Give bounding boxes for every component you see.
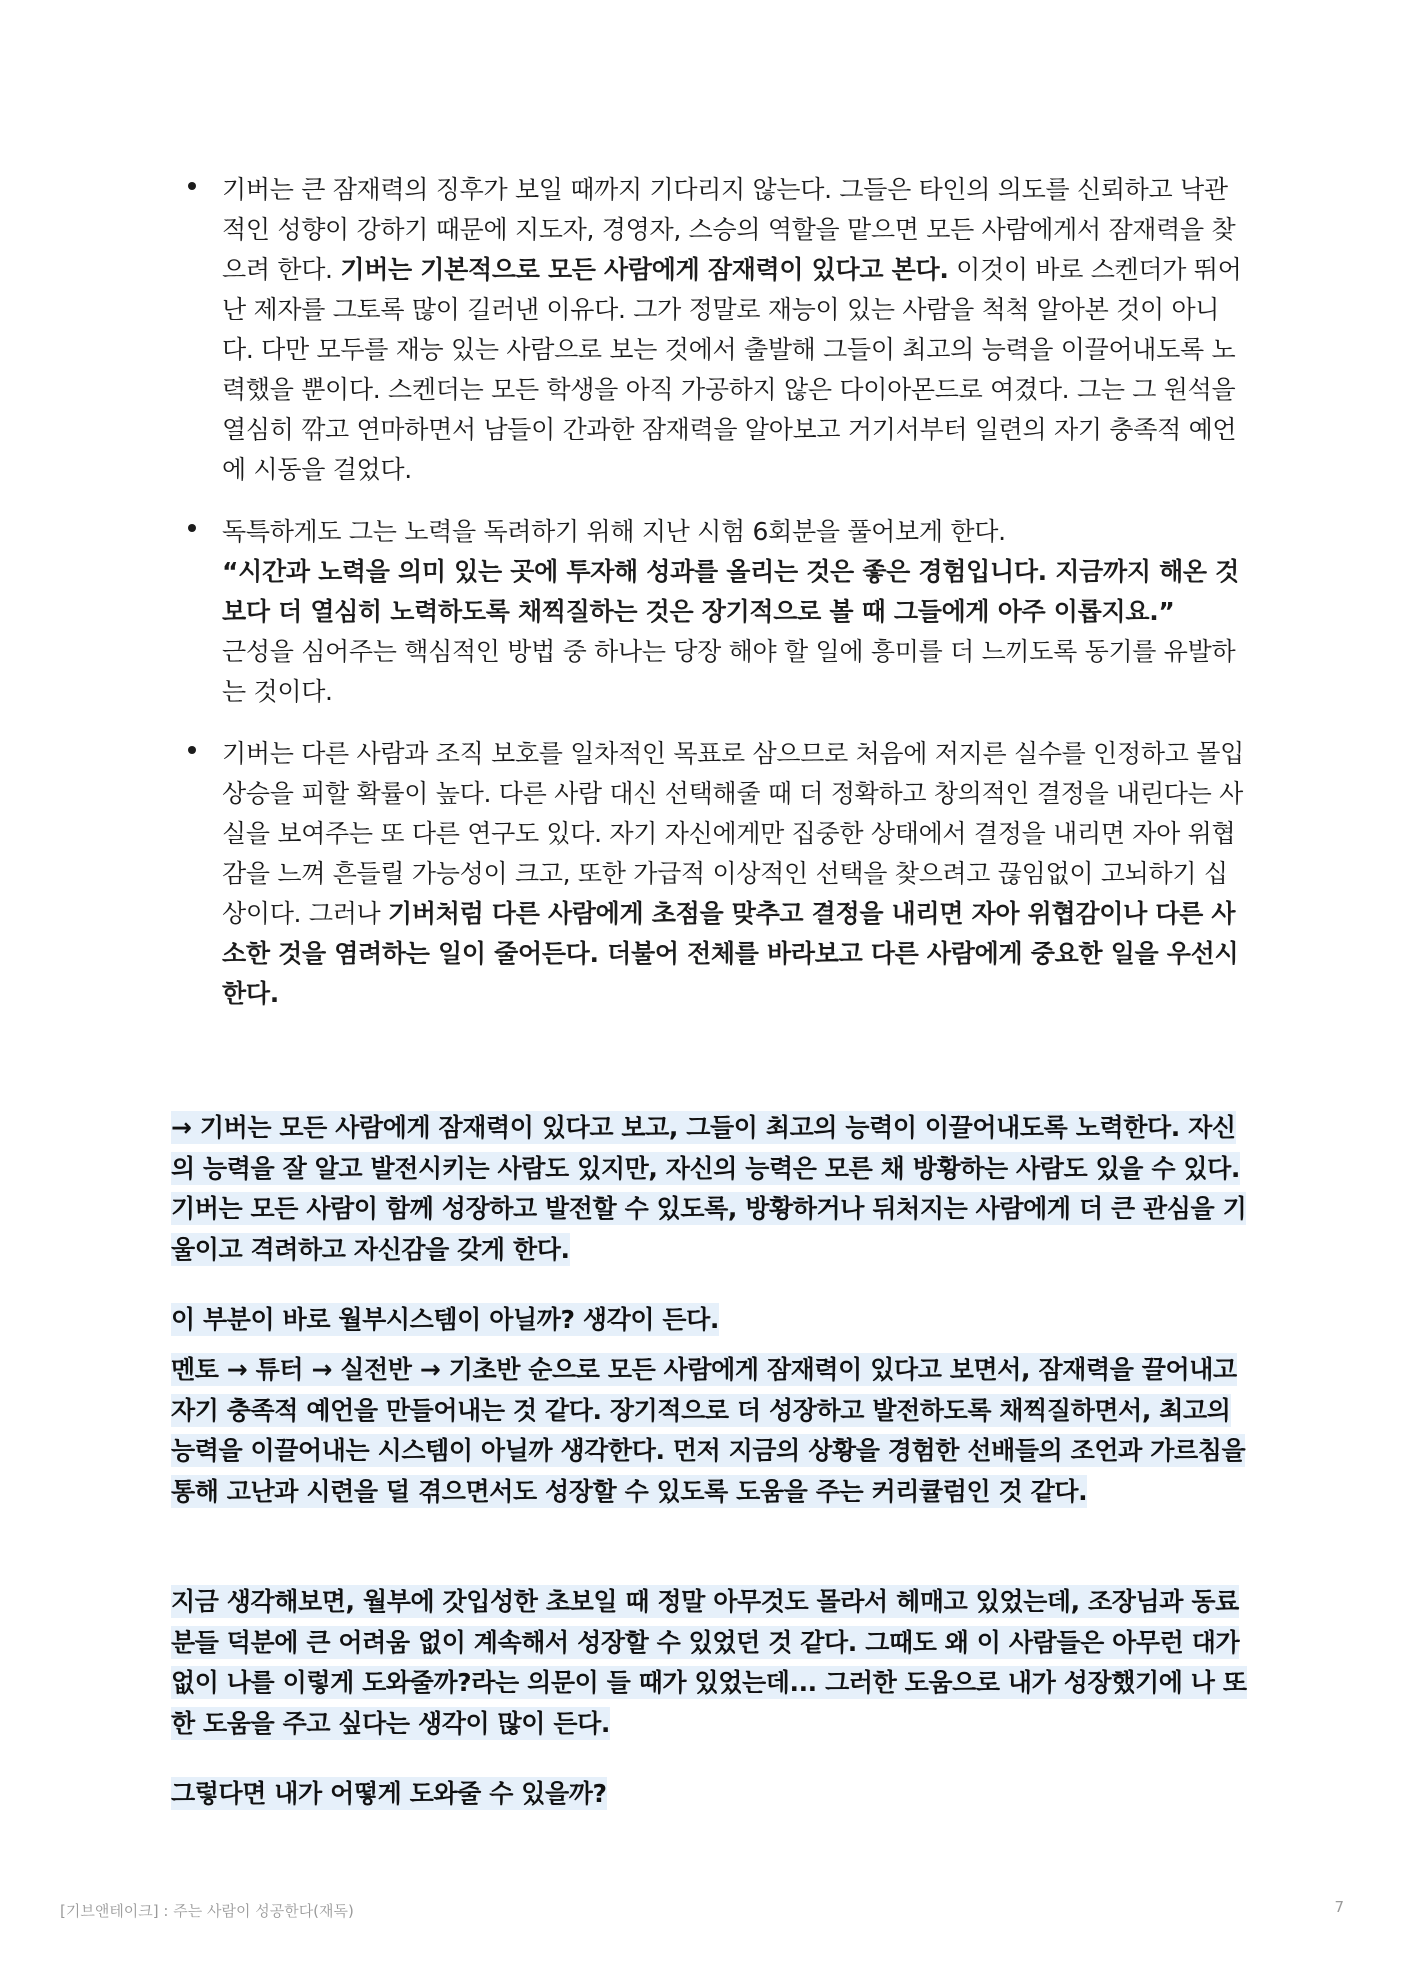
- highlight-paragraph-1: → 기버는 모든 사람에게 잠재력이 있다고 보고, 그들이 최고의 능력이 이끌어내도록 노력한다. 자신의 능력을 잘 알고 발전시키는 사람도 있지만, 자신의 능력은 모른 채 방황하는 사람도 있을 수 있다. 기버는 모든 사람이 함께 성장하고 발전할 수 있도록, 방황하거나 뒤처지는 사람에게 더 큰 관심을 기울이고 격려하고 자신감을 갖게 한다.: [171, 1113, 1247, 1264]
- footer-page-number: 7: [1334, 1898, 1344, 1916]
- highlight-paragraph-4: 지금 생각해보면, 월부에 갓입성한 초보일 때 정말 아무것도 몰라서 헤매고 있었는데, 조장님과 동료분들 덕분에 큰 어려움 없이 계속해서 성장할 수 있었던 것 같다. 그때도 왜 이 사람들은 아무런 대가없이 나를 이렇게 도와줄까?라는 의문이 들 때가 있었는데... 그러한 도움으로 내가 성장했기에 나 또한 도움을 주고 싶다는 생각이 많이 든다.: [171, 1587, 1247, 1738]
- bullet-dot: [188, 182, 196, 190]
- highlight-paragraph-3: 멘토 → 튜터 → 실전반 → 기초반 순으로 모든 사람에게 잠재력이 있다고 보면서, 잠재력을 끌어내고 자기 충족적 예언을 만들어내는 것 같다. 장기적으로 더 성장하고 발전하도록 채찍질하면서, 최고의 능력을 이끌어내는 시스템이 아닐까 생각한다. 먼저 지금의 상황을 경험한 선배들의 조언과 가르침을 통해 고난과 시련을 덜 겪으면서도 성장할 수 있도록 도움을 주는 커리큘럼인 것 같다.: [171, 1355, 1246, 1506]
- footer-document-title: [기브앤테이크] : 주는 사람이 성공한다(재독): [60, 1902, 354, 1920]
- bullet-2-line-3: 근성을 심어주는 핵심적인 방법 중 하나는 당장 해야 할 일에 흥미를 더 느끼도록 동기를 유발하는 것이다.: [222, 637, 1236, 706]
- bullet-3-text: 기버는 다른 사람과 조직 보호를 일차적인 목표로 삼으므로 처음에 저지른 실수를 인정하고 몰입 상승을 피할 확률이 높다. 다른 사람 대신 선택해줄 때 더 정확하고 창의적인 결정을 내린다는 사실을 보여주는 또 다른 연구도 있다. 자기 자신에게만 집중한 상태에서 결정을 내리면 자아 위협감을 느껴 흔들릴 가능성이 크고, 또한 가급적 이상적인 선택을 찾으려고 끊임없이 고뇌하기 십상이다. 그러나 기버처럼 다른 사람에게 초점을 맞추고 결정을 내리면 자아 위협감이나 다른 사소한 것을 염려하는 일이 줄어든다. 더불어 전체를 바라보고 다른 사람에게 중요한 일을 우선시한다.: [222, 739, 1244, 1008]
- bullet-dot: [188, 524, 196, 532]
- bullet-2-line-1: 독특하게도 그는 노력을 독려하기 위해 지난 시험 6회분을 풀어보게 한다.: [222, 517, 1006, 546]
- highlight-paragraph-2: 이 부분이 바로 월부시스템이 아닐까? 생각이 든다.: [171, 1305, 720, 1334]
- bullet-item-1: [186, 170, 1246, 490]
- bullet-item-2: [186, 512, 1246, 712]
- highlight-paragraph-5: 그렇다면 내가 어떻게 도와줄 수 있을까?: [171, 1779, 607, 1808]
- bullet-1-text: 기버는 큰 잠재력의 징후가 보일 때까지 기다리지 않는다. 그들은 타인의 의도를 신뢰하고 낙관적인 성향이 강하기 때문에 지도자, 경영자, 스승의 역할을 맡으면 모든 사람에게서 잠재력을 찾으려 한다. 기버는 기본적으로 모든 사람에게 잠재력이 있다고 본다. 이것이 바로 스켄더가 뛰어난 제자를 그토록 많이 길러낸 이유다. 그가 정말로 재능이 있는 사람을 척척 알아본 것이 아니다. 다만 모두를 재능 있는 사람으로 보는 것에서 출발해 그들이 최고의 능력을 이끌어내도록 노력했을 뿐이다. 스켄더는 모든 학생을 아직 가공하지 않은 다이아몬드로 여겼다. 그는 그 원석을 열심히 깎고 연마하면서 남들이 간과한 잠재력을 알아보고 거기서부터 일련의 자기 충족적 예언에 시동을 걸었다.: [222, 175, 1242, 484]
- bullet-item-3: [186, 734, 1246, 1014]
- bullet-list: [186, 170, 1246, 1036]
- bullet-dot: [188, 746, 196, 754]
- bullet-2-quote: “시간과 노력을 의미 있는 곳에 투자해 성과를 올리는 것은 좋은 경험입니다. 지금까지 해온 것보다 더 열심히 노력하도록 채찍질하는 것은 장기적으로 볼 때 그들에게 아주 이롭지요.”: [222, 557, 1240, 626]
